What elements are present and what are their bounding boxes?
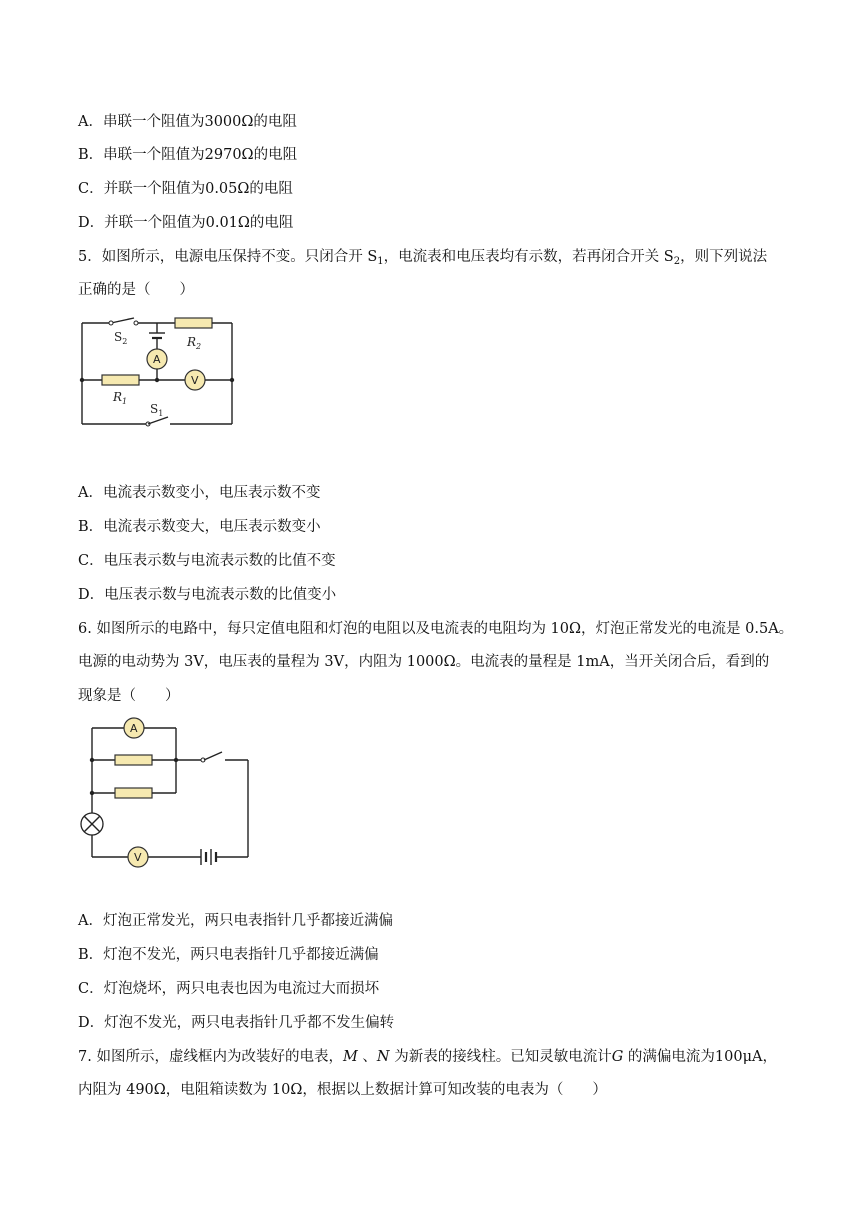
q5-option-d: D．电压表示数与电流表示数的比值变小 [78, 587, 337, 603]
q7-stem-line1: 7. 如图所示，虚线框内为改装好的电表，M 、N 为新表的接线柱。已知灵敏电流计G 的满偏电流为100μA， [78, 1049, 777, 1065]
q6-resistor-1 [115, 755, 152, 765]
q4-option-d: D．并联一个阻值为0.01Ω的电阻 [78, 215, 294, 231]
svg-text:A: A [130, 722, 138, 735]
q6-stem-line2: 电源的电动势为 3V，电压表的量程为 3V，内阻为 1000Ω。电流表的量程是 1mA，当开关闭合后，看到的 [78, 654, 770, 670]
q6-option-a: A．灯泡正常发光，两只电表指针几乎都接近满偏 [78, 913, 393, 929]
svg-text:V: V [191, 374, 199, 387]
q6-stem-line3: 现象是（ ） [78, 688, 180, 704]
q4-option-c: C．并联一个阻值为0.05Ω的电阻 [78, 181, 293, 197]
q5-stem-line1: 5．如图所示，电源电压保持不变。只闭合开 $S_1$，电流表和电压表均有示数，若再闭合开关 $S_2$，则下列说法 [78, 249, 768, 267]
q4-option-b: B．串联一个阻值为2970Ω的电阻 [78, 147, 298, 163]
q4-option-a: A．串联一个阻值为3000Ω的电阻 [78, 114, 297, 130]
s1-label: $S_1$ [150, 402, 164, 418]
s2-label: $S_2$ [114, 330, 128, 346]
svg-text:V: V [134, 851, 142, 864]
r1-label: $R_1$ [113, 390, 128, 406]
q5-option-a: A．电流表示数变小，电压表示数不变 [78, 485, 321, 501]
q6-resistor-2 [115, 788, 152, 798]
q5-option-b: B．电流表示数变大，电压表示数变小 [78, 519, 321, 535]
q5-stem-line2: 正确的是（ ） [78, 282, 194, 298]
r2-label: $R_2$ [187, 335, 202, 351]
q6-option-c: C．灯泡烧坏，两只电表也因为电流过大而损坏 [78, 981, 380, 997]
q6-stem-line1: 6. 如图所示的电路中，每只定值电阻和灯泡的电阻以及电流表的电阻均为 10Ω，灯泡正常发光的电流是 0.5A。 [78, 621, 794, 637]
q7-stem-line2: 内阻为 490Ω，电阻箱读数为 10Ω，根据以上数据计算可知改装的电表为（ ） [78, 1082, 607, 1098]
svg-text:A: A [153, 353, 161, 366]
q6-option-b: B．灯泡不发光，两只电表指针几乎都接近满偏 [78, 947, 379, 963]
q5-option-c: C．电压表示数与电流表示数的比值不变 [78, 553, 336, 569]
q6-option-d: D．灯泡不发光，两只电表指针几乎都不发生偏转 [78, 1015, 395, 1031]
